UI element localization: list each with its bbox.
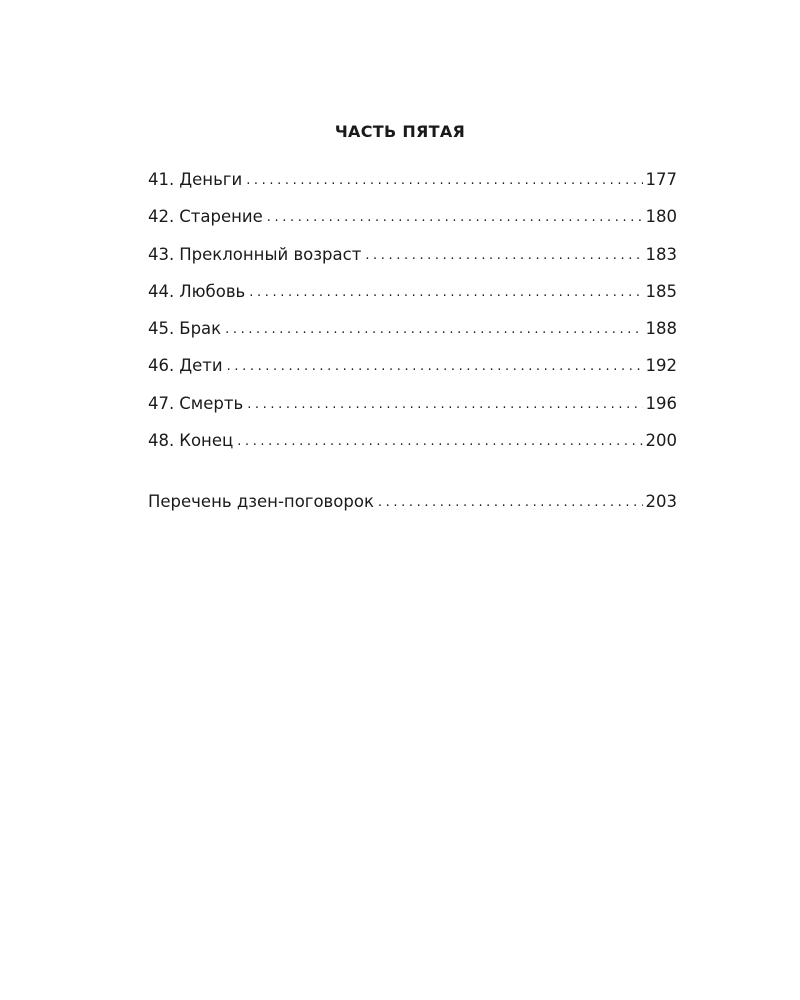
toc-entry-page: 203 xyxy=(645,492,677,511)
toc-entry-page: 200 xyxy=(645,431,677,451)
toc-entry-page: 177 xyxy=(645,170,677,189)
dot-leader xyxy=(237,432,642,452)
dot-leader xyxy=(365,246,642,266)
toc-entry xyxy=(148,170,677,207)
dot-leader xyxy=(267,208,643,228)
toc-entry-number: 41. xyxy=(148,170,175,189)
table-of-contents xyxy=(148,170,677,468)
toc-entry-title: Деньги xyxy=(179,170,243,189)
toc-entry xyxy=(148,394,677,431)
toc-entry xyxy=(148,245,677,282)
dot-leader xyxy=(249,283,642,303)
toc-entry xyxy=(148,207,677,244)
toc-entry-page: 196 xyxy=(645,393,677,413)
toc-entry-number: 46. xyxy=(148,356,175,376)
toc-entry-number: 44. xyxy=(148,281,175,301)
part-heading: ЧАСТЬ ПЯТАЯ xyxy=(334,122,466,141)
toc-entry-appendix xyxy=(148,492,677,529)
appendix-section xyxy=(148,492,677,529)
toc-entry-page: 180 xyxy=(645,207,677,227)
toc-entry-number: 45. xyxy=(148,319,175,339)
toc-entry-title: Любовь xyxy=(179,281,246,301)
dot-leader xyxy=(227,357,643,377)
toc-entry xyxy=(148,319,677,356)
toc-entry-title: Конец xyxy=(179,431,234,451)
toc-entry-title: Дети xyxy=(179,356,223,376)
dot-leader xyxy=(246,171,642,191)
toc-entry-number: 42. xyxy=(148,207,175,227)
toc-entry-number: 43. xyxy=(148,244,175,264)
dot-leader xyxy=(378,493,643,513)
toc-entry-number: 48. xyxy=(148,431,175,451)
toc-entry-title: Смерть xyxy=(179,393,244,413)
dot-leader xyxy=(225,320,642,340)
toc-entry-title: Перечень дзен-поговорок xyxy=(148,492,374,511)
toc-entry-title: Преклонный возраст xyxy=(179,244,362,264)
dot-leader xyxy=(247,395,642,415)
toc-entry-page: 188 xyxy=(645,319,677,339)
toc-entry-title: Старение xyxy=(179,207,263,227)
toc-entry-page: 192 xyxy=(645,356,677,376)
toc-entry-title: Брак xyxy=(179,319,222,339)
toc-entry-page: 185 xyxy=(645,281,677,301)
toc-entry-number: 47. xyxy=(148,393,175,413)
toc-entry xyxy=(148,356,677,393)
toc-entry-page: 183 xyxy=(645,244,677,264)
toc-entry xyxy=(148,431,677,468)
toc-entry xyxy=(148,282,677,319)
